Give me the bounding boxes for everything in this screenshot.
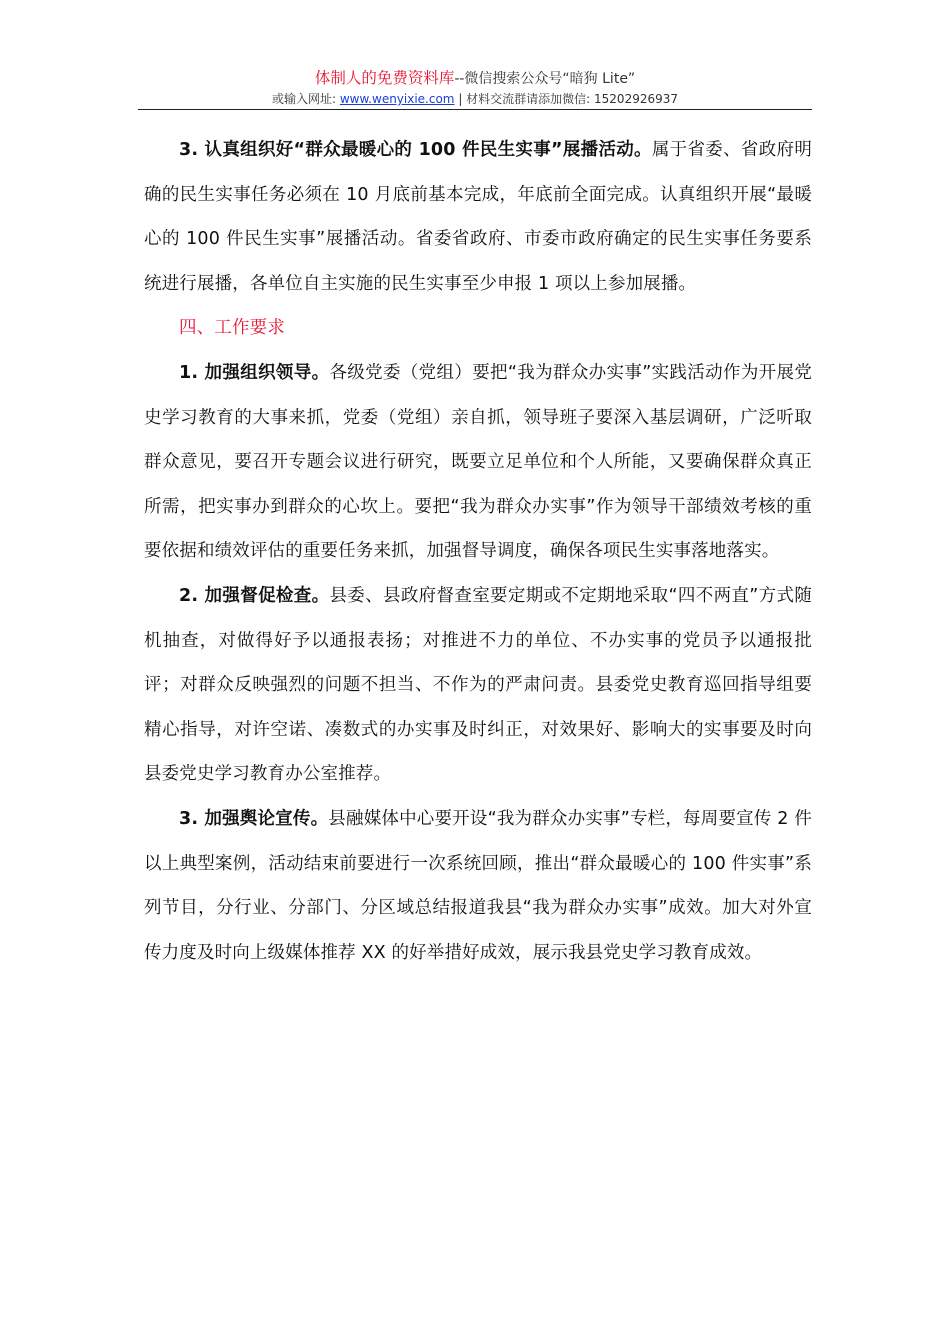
paragraph-organization [144, 351, 812, 574]
paragraph-inspection [144, 574, 812, 797]
header-brand: 体制人的免费资料库 [314, 69, 455, 87]
header-contact-line [138, 90, 812, 108]
page-header [138, 68, 812, 108]
paragraph-inspection-lead: 2. 加强督促检查。 [179, 585, 330, 606]
paragraph-publicity-lead: 3. 加强舆论宣传。 [179, 808, 329, 829]
paragraph-organization-text: 各级党委（党组）要把“我为群众办实事”实践活动作为开展党史学习教育的大事来抓，党委（党组）亲自抓，领导班子要深入基层调研，广泛听取群众意见，要召开专题会议进行研究，既要立足单位和个人所能，又要确保群众真正所需，把实事办到群众的心坎上。要把“我为群众办实事”作为领导干部绩效考核的重要依据和绩效评估的重要任务来抓，加强督导调度，确保各项民生实事落地落实。 [144, 362, 812, 562]
header-url-prefix: 或输入网址: [271, 92, 340, 106]
paragraph-publicity-text: 县融媒体中心要开设“我为群众办实事”专栏，每周要宣传 2 件以上典型案例，活动结束前要进行一次系统回顾，推出“群众最暖心的 100 件实事”系列节目，分行业、分部门、分区域总结报道我县“我为群众办实事”成效。加大对外宣传力度及时向上级媒体推荐 XX 的好举措好成效，展示我县党史学习教育成效。 [144, 808, 812, 963]
header-tagline: --微信搜索公众号“暗狗 Lite” [454, 71, 636, 87]
paragraph-organization-lead: 1. 加强组织领导。 [179, 362, 330, 383]
document-body [144, 128, 812, 975]
section-heading-work-requirements: 四、工作要求 [179, 318, 285, 339]
website-link[interactable]: www.wenyixie.com [339, 92, 455, 106]
paragraph-showcase-lead: 3. 认真组织好“群众最暖心的 100 件民生实事”展播活动。 [179, 140, 652, 160]
header-title-line [138, 68, 812, 89]
header-divider [138, 109, 812, 110]
paragraph-showcase [144, 128, 812, 306]
paragraph-publicity [144, 797, 812, 975]
paragraph-showcase-text: 属于省委、省政府明确的民生实事任务必须在 10 月底前基本完成，年底前全面完成。认真组织开展“最暖心的 100 件民生实事”展播活动。省委省政府、市委市政府确定的民生实事任务要系统进行展播，各单位自主实施的民生实事至少申报 1 项以上参加展播。 [144, 140, 812, 294]
paragraph-inspection-text: 县委、县政府督查室要定期或不定期地采取“四不两直”方式随机抽查，对做得好予以通报表扬；对推进不力的单位、不办实事的党员予以通报批评；对群众反映强烈的问题不担当、不作为的严肃问责。县委党史教育巡回指导组要精心指导，对许空诺、凑数式的办实事及时纠正，对效果好、影响大的实事要及时向县委党史学习教育办公室推荐。 [144, 585, 812, 785]
header-contact: | 材料交流群请添加微信: 15202926937 [454, 92, 679, 106]
